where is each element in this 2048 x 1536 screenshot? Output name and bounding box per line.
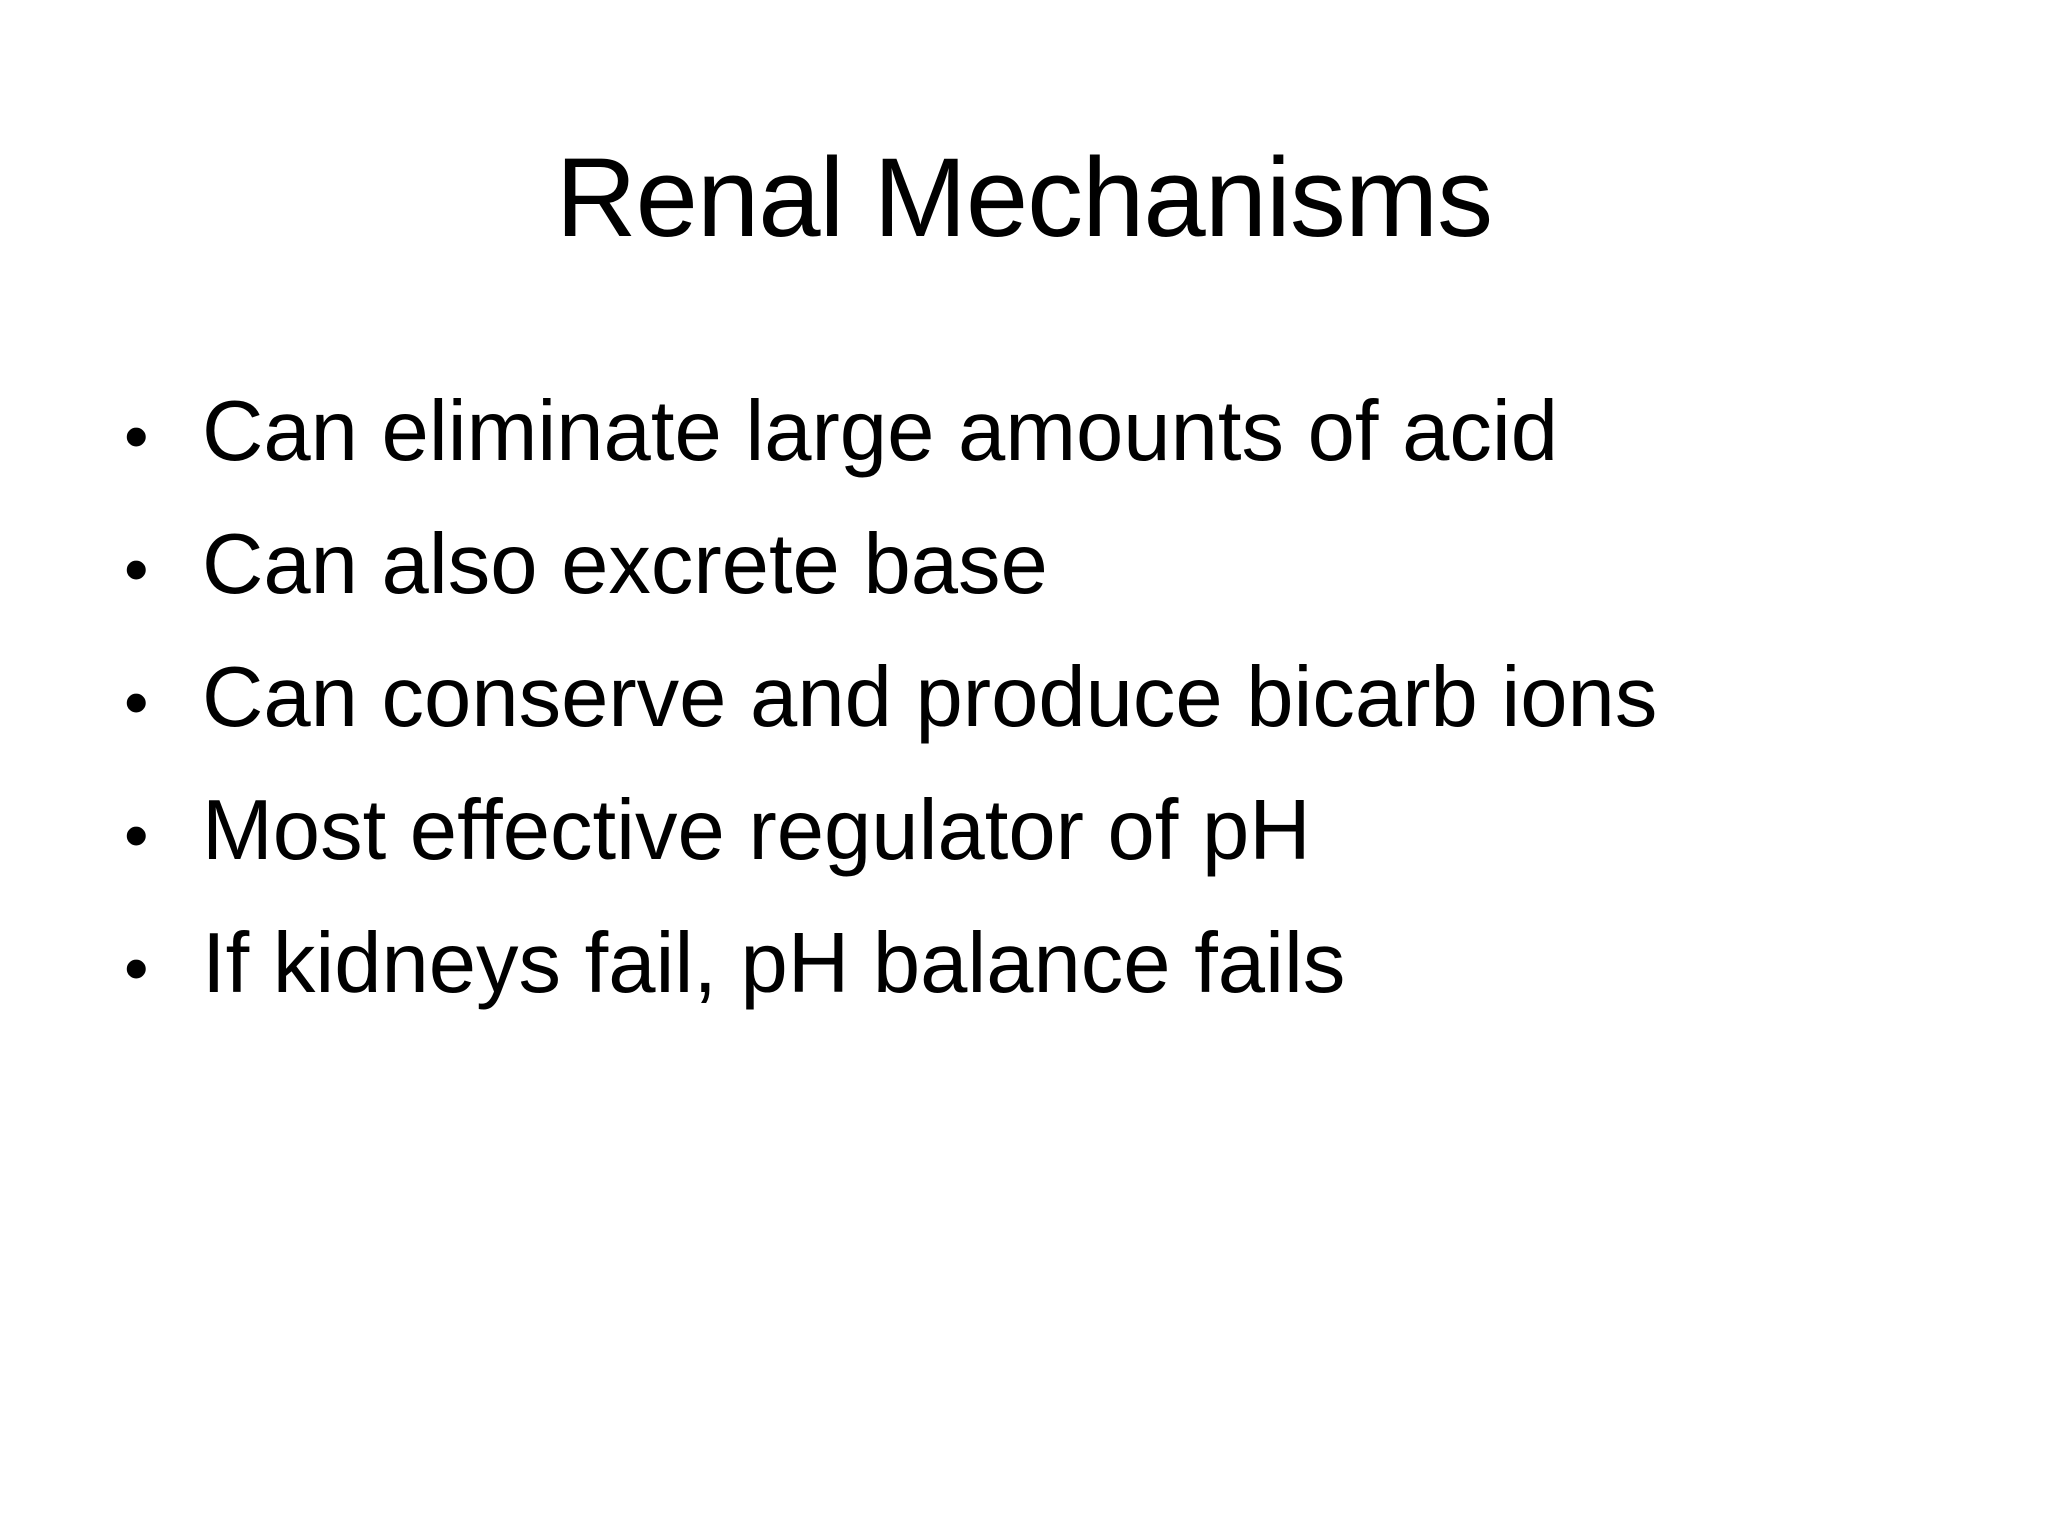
bullet-item [124,912,1657,1045]
bullet-dot-icon: • [124,929,149,1007]
bullet-item [124,513,1657,646]
slide-title: Renal Mechanisms [555,135,1493,260]
bullet-item [124,380,1657,513]
bullet-item [124,779,1657,912]
bullet-text: If kidneys fail, pH balance fails [202,916,1346,1011]
bullet-dot-icon: • [124,796,149,874]
bullet-dot-icon: • [124,663,149,741]
bullet-dot-icon: • [124,530,149,608]
bullet-dot-icon: • [124,397,149,475]
bullet-item [124,646,1657,779]
bullet-text: Can also excrete base [202,517,1048,612]
bullet-list [124,380,1657,1045]
bullet-text: Can conserve and produce bicarb ions [202,650,1658,745]
bullet-text: Can eliminate large amounts of acid [202,384,1559,479]
bullet-text: Most effective regulator of pH [202,783,1311,878]
